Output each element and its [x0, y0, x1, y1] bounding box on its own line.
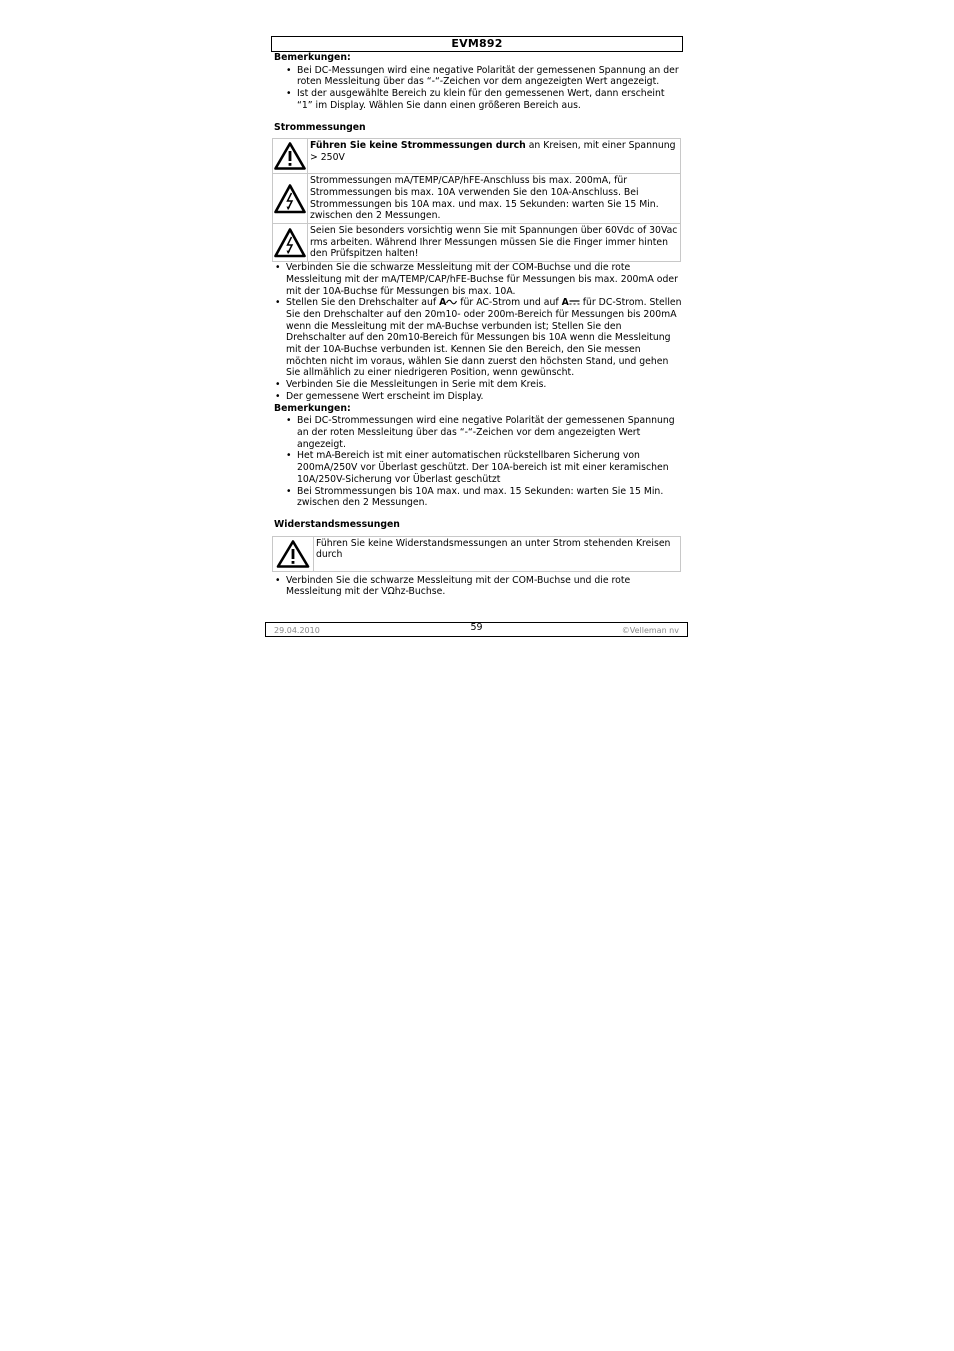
warning-row: [273, 139, 681, 174]
ac-current-symbol: [439, 297, 457, 309]
warning-icon-cell: [273, 174, 308, 224]
footer-date: 29.04.2010: [274, 626, 320, 635]
warning-icon-cell: [273, 139, 308, 174]
list-item: • Verbinden Sie die schwarze Messleitung mit der COM-Buchse und die rote Messleitung mit der mA/TEMP/CAP/hFE-Buchse für Messungen bis max. 200mA oder mit der 10A-Buchse für Messungen bis max. 10A.: [274, 262, 683, 297]
remarks-heading: Bemerkungen:: [274, 402, 351, 414]
list-item: • Ist der ausgewählte Bereich zu klein für den gemessenen Wert, dann erscheint “1” im Display. Wählen Sie dann einen größeren Bereich aus.: [285, 88, 683, 111]
footer-copyright: ©Velleman nv: [621, 626, 679, 635]
resistance-steps-list: [274, 575, 683, 598]
step-text: für AC-Strom und auf: [457, 297, 562, 309]
dc-line-icon: [569, 298, 580, 306]
current-steps-list: [274, 262, 683, 402]
page-number: 59: [470, 622, 483, 633]
list-item: • Verbinden Sie die schwarze Messleitung mit der COM-Buchse und die rote Messleitung mit der VΩhz-Buchse.: [274, 575, 683, 598]
warning-text: Seien Sie besonders vorsichtig wenn Sie mit Spannungen über 60Vdc of 30Vac rms arbeiten. Während Ihrer Messungen müssen Sie die Finger immer hinten den Prüfspitzen halten!: [308, 224, 681, 262]
resistance-warning-table: [272, 536, 681, 572]
section-heading-current: Strommessungen: [274, 121, 366, 133]
warning-row: [273, 224, 681, 262]
manual-page: [271, 36, 683, 598]
warning-text: Führen Sie keine Widerstandsmessungen an unter Strom stehenden Kreisen durch: [314, 536, 681, 571]
list-item: • Verbinden Sie die Messleitungen in Serie mit dem Kreis.: [274, 379, 683, 391]
model-header: EVM892: [271, 36, 683, 52]
ac-symbol-letter: A: [439, 297, 447, 309]
list-item: [274, 297, 683, 379]
high-voltage-icon: [274, 184, 306, 214]
section-heading-resistance: Widerstandsmessungen: [274, 518, 400, 530]
dc-symbol-letter: A: [561, 297, 569, 309]
warning-row: [273, 536, 681, 571]
warning-triangle-icon: [276, 540, 310, 568]
page-footer: [265, 622, 688, 637]
remarks-list: [285, 65, 683, 112]
ac-wave-icon: [446, 298, 457, 306]
warning-triangle-icon: [274, 142, 306, 170]
warning-text-bold: Führen Sie keine Strommessungen durch: [310, 140, 526, 152]
step-text: Stellen Sie den Drehschalter auf: [286, 297, 440, 309]
warning-text-rest: an Kreisen, mit einer Spannung > 250V: [310, 140, 676, 163]
warning-row: [273, 174, 681, 224]
list-item: • Bei DC-Messungen wird eine negative Polarität der gemessenen Spannung an der roten Messleitung über das “-“-Zeichen vor dem angezeigten Wert angezeigt.: [285, 65, 683, 88]
warning-icon-cell: [273, 536, 314, 571]
warning-text: Strommessungen mA/TEMP/CAP/hFE-Anschluss bis max. 200mA, für Strommessungen bis max. 10A verwenden Sie den 10A-Anschluss. Bei Strommessungen bis 10A max. und max. 15 Sekunden: warten Sie 15 Min. zwischen den 2 Messungen.: [308, 174, 681, 224]
list-item: • Het mA-Bereich ist mit einer automatischen rückstellbaren Sicherung von 200mA/250V vor Überlast geschützt. Der 10A-bereich ist mit einer keramischen 10A/250V-Sicherung vor Überlast geschützt: [285, 450, 683, 485]
remarks-list: [285, 415, 683, 509]
warning-icon-cell: [273, 224, 308, 262]
list-item: • Bei DC-Strommessungen wird eine negative Polarität der gemessenen Spannung an der roten Messleitung über das “-“-Zeichen vor dem angezeigten Wert angezeigt.: [285, 415, 683, 450]
current-warnings-table: [272, 138, 681, 262]
list-item: • Der gemessene Wert erscheint im Display.: [274, 391, 683, 403]
list-item: • Bei Strommessungen bis 10A max. und max. 15 Sekunden: warten Sie 15 Min. zwischen den 2 Messungen.: [285, 486, 683, 509]
dc-current-symbol: [562, 297, 580, 309]
step-text: für DC-Strom. Stellen Sie den Drehschalter auf den 20m10- oder 200m-Bereich für Messungen bis 200mA wenn die Messleitung mit der mA-Buchse verbunden ist; Stellen Sie den Drehschalter auf den 20m10-Bereich für Messungen bis 10A wenn die Messleitung mit der 10A-Buchse verbunden ist. Kennen Sie den Bereich, den Sie messen möchten nicht im voraus, wählen Sie dann zuerst den höchsten Stand, und gehen Sie allmählich zu einer niedrigeren Position, wenn gewünscht.: [286, 297, 682, 379]
high-voltage-icon: [274, 228, 306, 258]
warning-text: [308, 139, 681, 174]
remarks-heading: Bemerkungen:: [274, 52, 351, 63]
